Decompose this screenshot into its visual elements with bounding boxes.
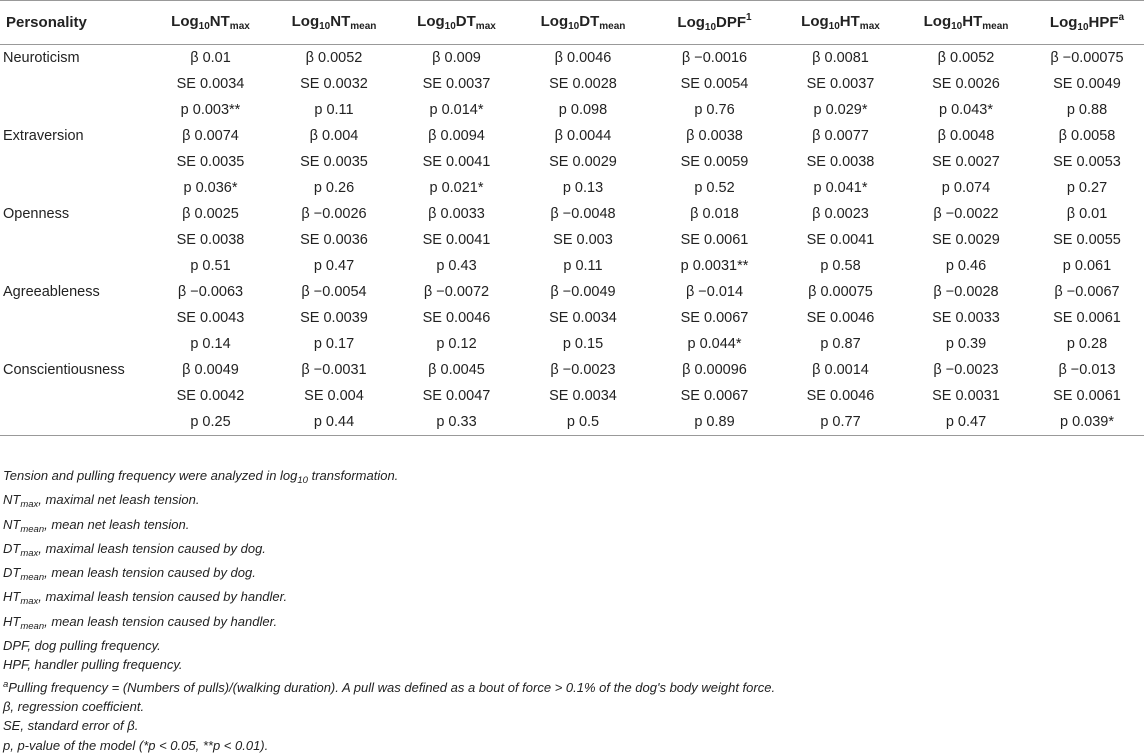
table-cell: β 0.0052 — [305, 50, 363, 66]
table-cell: SE 0.0061 — [1053, 310, 1121, 326]
footnote-text: max — [20, 596, 39, 608]
table-cell: SE 0.0055 — [1053, 232, 1121, 248]
table-cell: SE 0.0046 — [806, 388, 875, 404]
table-cell: p 0.39 — [945, 336, 987, 352]
footnote-text: max — [20, 499, 39, 511]
header-superscript: a — [1118, 12, 1125, 23]
footnote-line — [3, 466, 775, 490]
footnote-line — [3, 655, 775, 674]
table-cell: β −0.0067 — [1054, 284, 1120, 300]
table-cell: p 0.044* — [687, 336, 742, 352]
table-cell: β 0.0052 — [937, 50, 995, 66]
header-log-text: Log — [801, 13, 829, 30]
table-cell: p 0.28 — [1066, 336, 1108, 352]
table-cell: p 0.061 — [1062, 258, 1112, 274]
header-col — [650, 1, 779, 45]
header-col — [271, 1, 397, 45]
table-cell: SE 0.0041 — [422, 154, 491, 170]
trait-cell-empty — [0, 149, 150, 175]
trait-cell-empty — [0, 305, 150, 331]
trait-cell-empty — [0, 253, 150, 279]
table-cell: β −0.0072 — [423, 284, 490, 300]
table-row — [0, 383, 1144, 409]
header-variable: NT — [209, 13, 230, 30]
footnote-text: NT — [3, 492, 21, 508]
table-cell: β −0.0022 — [933, 206, 999, 222]
table-cell: SE 0.0053 — [1053, 154, 1121, 170]
table-cell: p 0.039* — [1030, 409, 1144, 436]
table-cell: p 0.029* — [813, 102, 868, 118]
footnote-line — [3, 539, 775, 563]
table-cell: p 0.098 — [558, 102, 608, 118]
table-cell: β −0.013 — [1058, 362, 1116, 378]
table-cell: β −0.0031 — [301, 362, 367, 378]
trait-label: Conscientiousness — [3, 362, 125, 378]
table-cell: β 0.00075 — [808, 284, 873, 300]
table-cell: SE 0.0042 — [176, 388, 245, 404]
table-cell: p 0.51 — [190, 258, 231, 274]
trait-label: Agreeableness — [3, 284, 100, 300]
table-cell: β 0.0094 — [428, 128, 485, 144]
table-row — [0, 227, 1144, 253]
footnote-text: DPF, dog pulling frequency. — [3, 638, 161, 654]
table-cell: β 0.0025 — [182, 206, 239, 222]
footnote-text: , maximal net leash tension. — [38, 492, 200, 508]
table-cell: β 0.01 — [1066, 206, 1108, 222]
footnote-text: NT — [3, 516, 21, 532]
header-log-subscript: 10 — [1077, 22, 1089, 33]
table-cell: β −0.0023 — [550, 362, 616, 378]
footnote-line — [3, 697, 775, 716]
trait-label: Openness — [3, 206, 70, 222]
table-row — [0, 279, 1144, 305]
header-log-subscript: 10 — [951, 21, 963, 32]
table-cell: SE 0.0034 — [549, 310, 617, 326]
table-cell: SE 0.0027 — [932, 154, 1000, 170]
table-cell: β 0.0023 — [812, 206, 869, 222]
table-cell: SE 0.0049 — [1053, 76, 1121, 92]
table-cell: p 0.5 — [516, 409, 650, 436]
table-cell: p 0.043* — [938, 102, 994, 118]
table-cell: β −0.0028 — [933, 284, 999, 300]
footnote-text: Tension and pulling frequency were analyzed in log — [3, 468, 298, 483]
trait-cell-empty — [0, 383, 150, 409]
trait-cell-empty — [0, 227, 150, 253]
header-subscript: max — [475, 21, 496, 32]
header-variable: HT — [839, 13, 860, 30]
table-cell: SE 0.0038 — [176, 232, 245, 248]
table-cell: SE 0.0033 — [932, 310, 1000, 326]
table-cell: p 0.003** — [180, 102, 241, 118]
header-superscript: 1 — [746, 12, 752, 23]
header-log-subscript: 10 — [828, 21, 840, 32]
table-cell: β −0.0023 — [933, 362, 999, 378]
footnote-text: β, regression coefficient. — [3, 698, 145, 714]
table-cell: p 0.76 — [694, 102, 735, 118]
table-cell: p 0.33 — [397, 409, 516, 436]
trait-cell-empty — [0, 409, 150, 436]
header-personality: Personality — [0, 1, 150, 45]
footnote-text: SE, standard error of β. — [3, 718, 139, 734]
table-cell: β 0.0044 — [554, 128, 612, 144]
table-cell: SE 0.0038 — [806, 154, 875, 170]
table-cell: β −0.00075 — [1050, 50, 1124, 66]
header-row — [0, 1, 1144, 45]
table-cell: p 0.46 — [945, 258, 987, 274]
table-cell: SE 0.0032 — [300, 76, 368, 92]
table-cell: p 0.88 — [1066, 102, 1108, 118]
footnote-text: mean — [20, 620, 45, 632]
footnote-line — [3, 515, 775, 539]
footnote-text: p, p-value of the model ( — [3, 737, 144, 753]
table-cell: SE 0.0059 — [680, 154, 749, 170]
table-cell: β −0.0054 — [301, 284, 367, 300]
table-cell: p 0.25 — [150, 409, 271, 436]
table-row — [0, 71, 1144, 97]
table-cell: SE 0.0061 — [680, 232, 749, 248]
table-row — [0, 149, 1144, 175]
footnote-text: HT — [3, 589, 21, 605]
table-cell: SE 0.0067 — [680, 388, 749, 404]
table-row — [0, 201, 1144, 227]
table-cell: SE 0.0043 — [176, 310, 245, 326]
header-variable: NT — [330, 13, 351, 30]
table-row — [0, 45, 1144, 72]
table-cell: p 0.27 — [1066, 180, 1108, 196]
footnote-text: DT — [3, 540, 21, 556]
footnote-text: mean — [20, 572, 45, 584]
table-cell: β 0.0081 — [812, 50, 869, 66]
header-subscript: mean — [982, 21, 1009, 32]
table-cell: p 0.26 — [313, 180, 355, 196]
table-cell: SE 0.003 — [553, 232, 613, 248]
table-cell: p 0.44 — [271, 409, 397, 436]
table-row — [0, 123, 1144, 149]
header-subscript: mean — [350, 21, 377, 32]
header-log-subscript: 10 — [444, 21, 456, 32]
header-variable: HPF — [1088, 14, 1119, 31]
footnote-line — [3, 490, 775, 514]
header-log-subscript: 10 — [198, 21, 210, 32]
table-cell: p 0.12 — [436, 336, 477, 352]
table-row — [0, 409, 1144, 436]
table-cell: p 0.15 — [562, 336, 604, 352]
table-cell: p 0.041* — [813, 180, 868, 196]
table-cell: β 0.009 — [432, 50, 481, 66]
header-log-subscript: 10 — [319, 21, 331, 32]
table-cell: SE 0.0035 — [300, 154, 368, 170]
footnote-text: , mean leash tension caused by dog. — [44, 565, 256, 581]
table-cell: β −0.0049 — [550, 284, 616, 300]
table-cell: p 0.14 — [190, 336, 231, 352]
table-cell: β 0.018 — [690, 206, 739, 222]
footnote-text: , mean net leash tension. — [44, 516, 190, 532]
table-cell: p 0.58 — [820, 258, 861, 274]
trait-label: Extraversion — [3, 128, 84, 144]
table-cell: p 0.89 — [650, 409, 779, 436]
table-cell: p 0.0031** — [680, 258, 749, 274]
footnote-text: HT — [3, 613, 21, 629]
table-row — [0, 253, 1144, 279]
trait-cell-empty — [0, 71, 150, 97]
table-cell: β 0.00096 — [682, 362, 747, 378]
table-cell: SE 0.0029 — [932, 232, 1000, 248]
table-cell: β −0.0016 — [681, 50, 748, 66]
table-cell: β 0.0058 — [1058, 128, 1116, 144]
table-cell: SE 0.0034 — [549, 388, 617, 404]
header-subscript: max — [859, 21, 880, 32]
table-cell: β 0.01 — [190, 50, 231, 66]
footnote-line — [3, 587, 775, 611]
header-log-text: Log — [171, 13, 199, 30]
footnote-text: , mean leash tension caused by handler. — [44, 613, 278, 629]
header-subscript: mean — [599, 21, 626, 32]
table-cell: SE 0.0041 — [806, 232, 875, 248]
table-cell: p 0.13 — [562, 180, 604, 196]
header-col — [397, 1, 516, 45]
trait-cell-empty — [0, 331, 150, 357]
header-log-text: Log — [1049, 14, 1078, 31]
table-cell: SE 0.0067 — [680, 310, 749, 326]
table-cell: SE 0.0037 — [422, 76, 491, 92]
table-cell: β 0.0077 — [812, 128, 869, 144]
footnote-text: max — [20, 547, 39, 559]
table-cell: β −0.0063 — [177, 284, 244, 300]
footnote-line — [3, 736, 775, 755]
footnote-text: , maximal leash tension caused by dog. — [38, 540, 266, 556]
footnote-text: transformation. — [307, 468, 399, 483]
table-cell: SE 0.004 — [304, 388, 364, 404]
footnote-text: Pulling frequency = (Numbers of pulls)/(walking duration). A pull was defined as a bout of force > 0.1% of the dog's body weight force. — [8, 679, 776, 695]
table-cell: SE 0.0041 — [422, 232, 491, 248]
header-variable: DPF — [716, 14, 747, 31]
header-subscript: max — [229, 21, 250, 32]
header-log-text: Log — [677, 14, 705, 31]
table-cell: SE 0.0026 — [932, 76, 1000, 92]
footnote-text: *p < 0.05, **p < 0.01). — [143, 737, 269, 753]
header-variable: DT — [455, 13, 476, 30]
header-col — [516, 1, 650, 45]
header-log-text: Log — [291, 13, 320, 30]
table-cell: SE 0.0046 — [806, 310, 875, 326]
table-cell: β 0.0046 — [554, 50, 612, 66]
table-cell: SE 0.0046 — [422, 310, 491, 326]
header-log-text: Log — [923, 13, 952, 30]
header-col — [1030, 1, 1144, 45]
table-row — [0, 357, 1144, 383]
trait-cell-empty — [0, 175, 150, 201]
table-cell: β 0.0014 — [812, 362, 869, 378]
table-cell: SE 0.0047 — [422, 388, 491, 404]
footnote-text: DT — [3, 565, 21, 581]
table-cell: p 0.11 — [563, 258, 603, 274]
table-cell: p 0.87 — [820, 336, 861, 352]
table-cell: β 0.004 — [309, 128, 359, 144]
table-cell: β −0.0048 — [550, 206, 616, 222]
table-cell: β 0.0045 — [428, 362, 485, 378]
table-cell: p 0.014* — [429, 102, 484, 118]
header-log-text: Log — [540, 13, 569, 30]
table-cell: p 0.47 — [313, 258, 355, 274]
trait-label: Neuroticism — [3, 50, 80, 66]
table-body — [0, 45, 1144, 436]
table-cell: β 0.0048 — [937, 128, 995, 144]
table-cell: p 0.074 — [941, 180, 991, 196]
trait-cell-empty — [0, 97, 150, 123]
table-cell: SE 0.0031 — [932, 388, 1000, 404]
table-cell: p 0.52 — [694, 180, 735, 196]
footnote-text: , maximal leash tension caused by handler. — [38, 589, 288, 605]
table-cell: SE 0.0054 — [680, 76, 749, 92]
table-cell: SE 0.0039 — [300, 310, 368, 326]
footnote-text: mean — [20, 523, 45, 535]
table-row — [0, 175, 1144, 201]
table-cell: p 0.021* — [429, 180, 484, 196]
header-log-text: Log — [417, 13, 445, 30]
footnote-text: 10 — [297, 475, 308, 486]
table-cell: β −0.0026 — [301, 206, 367, 222]
table-cell: β 0.0074 — [182, 128, 239, 144]
table-cell: p 0.43 — [436, 258, 477, 274]
table-cell: SE 0.0029 — [549, 154, 617, 170]
table-cell: SE 0.0034 — [176, 76, 245, 92]
header-col — [150, 1, 271, 45]
header-variable: HT — [962, 13, 983, 30]
table-cell: β −0.014 — [685, 284, 744, 300]
footnote-line — [3, 612, 775, 636]
table-cell: β 0.0038 — [686, 128, 743, 144]
footnote-line — [3, 563, 775, 587]
table-cell: p 0.11 — [314, 102, 354, 118]
table-cell: SE 0.0028 — [549, 76, 617, 92]
table-cell: p 0.47 — [902, 409, 1030, 436]
footnote-line — [3, 636, 775, 655]
table-cell: SE 0.0036 — [300, 232, 368, 248]
header-log-subscript: 10 — [568, 21, 580, 32]
table-row — [0, 305, 1144, 331]
table-cell: β 0.0049 — [182, 362, 239, 378]
header-variable: DT — [579, 13, 600, 30]
footnote-line — [3, 675, 775, 697]
header-log-subscript: 10 — [704, 22, 717, 33]
table-cell: SE 0.0037 — [806, 76, 875, 92]
header-col — [779, 1, 902, 45]
table-cell: p 0.036* — [183, 180, 238, 196]
table-cell: SE 0.0061 — [1053, 388, 1121, 404]
footnote-text: a — [3, 678, 9, 690]
header-col — [902, 1, 1030, 45]
table-row — [0, 97, 1144, 123]
table-footnotes — [3, 466, 775, 755]
table-cell: p 0.77 — [779, 409, 902, 436]
table-row — [0, 331, 1144, 357]
table-cell: p 0.17 — [313, 336, 355, 352]
table-cell: SE 0.0035 — [176, 154, 245, 170]
table-cell: β 0.0033 — [428, 206, 485, 222]
footnote-text: HPF, handler pulling frequency. — [3, 657, 183, 673]
